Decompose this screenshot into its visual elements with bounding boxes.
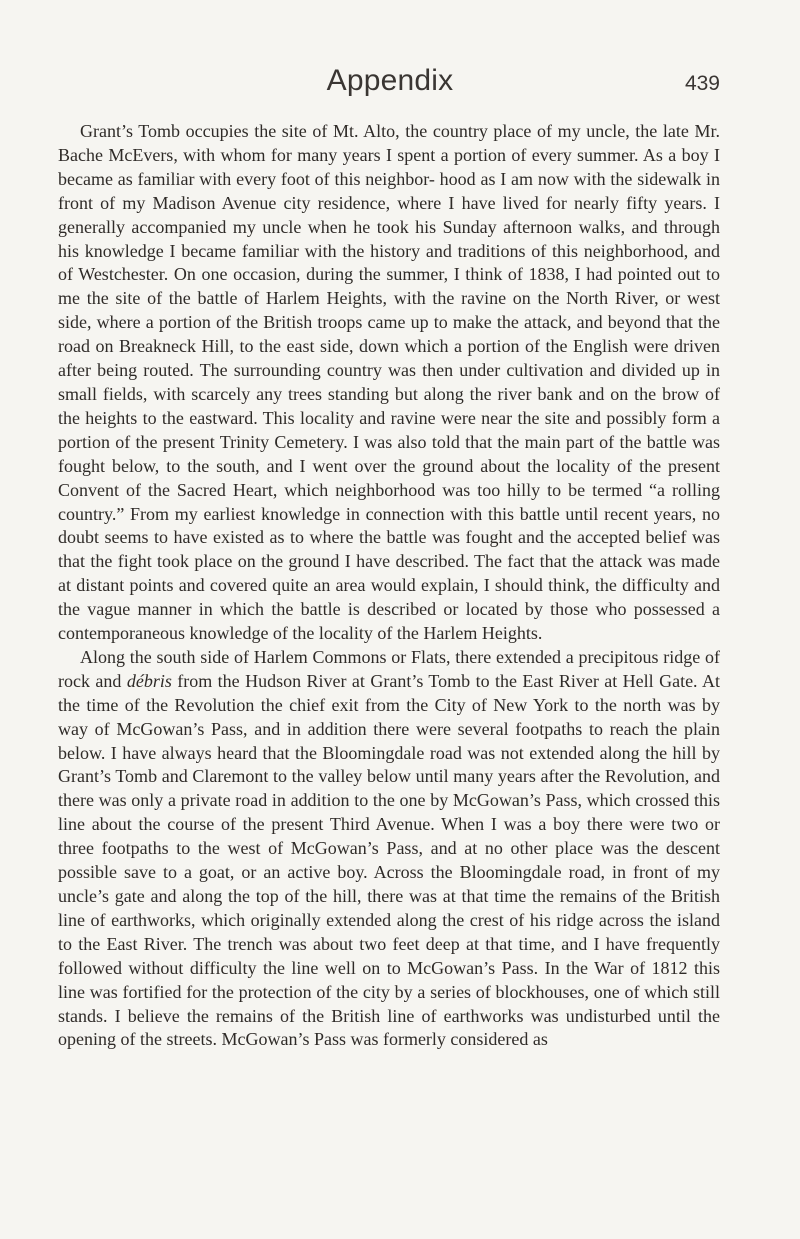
page-number: 439 xyxy=(684,72,720,95)
page-header xyxy=(60,64,720,112)
body-text xyxy=(58,120,720,1052)
paragraph-1-text: Grant’s Tomb occupies the site of Mt. Alto, the country place of my uncle, the late Mr. Bache McEvers, with whom for many years I spent a portion of every summer. As a boy I became as familiar with every foot of this neighbor- hood as I am now with the sidewalk in front of my Madison Avenue city residence, where I have lived for nearly fifty years. I generally accompanied my uncle when he took his Sunday afternoon walks, and through his knowledge I became familiar with the history and traditions of this neighborhood, and of Westchester. On one occasion, during the summer, I think of 1838, I had pointed out to me the site of the battle of Harlem Heights, with the ravine on the North River, or west side, where a portion of the British troops came up to make the attack, and beyond that the road on Breakneck Hill, to the east side, down which a portion of the English were driven after being routed. The surrounding country was then under cultivation and divided up in small fields, with scarcely any trees standing but along the river bank and on the brow of the heights to the eastward. This locality and ravine were near the site and possibly form a portion of the present Trinity Cemetery. I was also told that the main part of the battle was fought below, to the south, and I went over the ground about the locality of the present Convent of the Sacred Heart, which neighborhood was too hilly to be termed “a rolling country.” From my earliest knowledge in connection with this battle until recent years, no doubt seems to have existed as to where the battle was fought and the accepted belief was that the fight took place on the ground I have described. The fact that the attack was made at distant points and covered quite an area would explain, I should think, the difficulty and the vague manner in which the battle is described or located by those who possessed a contemporaneous knowledge of the locality of the Harlem Heights. xyxy=(58,121,720,644)
italic-term-debris: débris xyxy=(126,670,172,691)
paragraph-2-text-rest: from the Hudson River at Grant’s Tomb to the East River at Hell Gate. At the time of the Revolution the chief exit from the City of New York to the north was by way of McGowan’s Pass, and in addition there were several footpaths to reach the plain below. I have always heard that the Bloomingdale road was not extended along the hill by Grant’s Tomb and Claremont to the valley below until many years after the Revolution, and there was only a private road in addition to the one by McGowan’s Pass, which crossed this line about the course of the present Third Avenue. When I was a boy there were two or three footpaths to the west of McGowan’s Pass, and at no other place was the descent possible save to a goat, or an active boy. Across the Bloomingdale road, in front of my uncle’s gate and along the top of the hill, there was at that time the remains of the British line of earthworks, which originally extended along the crest of his ridge across the island to the East River. The trench was about two feet deep at that time, and I have frequently followed without difficulty the line well on to McGowan’s Pass. In the War of 1812 this line was fortified for the protection of the city by a series of blockhouses, one of which still stands. I believe the remains of the British line of earthworks was undisturbed until the opening of the streets. McGowan’s Pass was formerly considered as xyxy=(58,670,720,1050)
paragraph-2-text-start: Along the south side of Harlem Commons or Flats, there extended a precipitous ridge of rock and xyxy=(58,646,720,691)
paragraph-2 xyxy=(58,646,720,1052)
running-head: Appendix xyxy=(326,64,454,97)
paragraph-1 xyxy=(58,120,720,646)
